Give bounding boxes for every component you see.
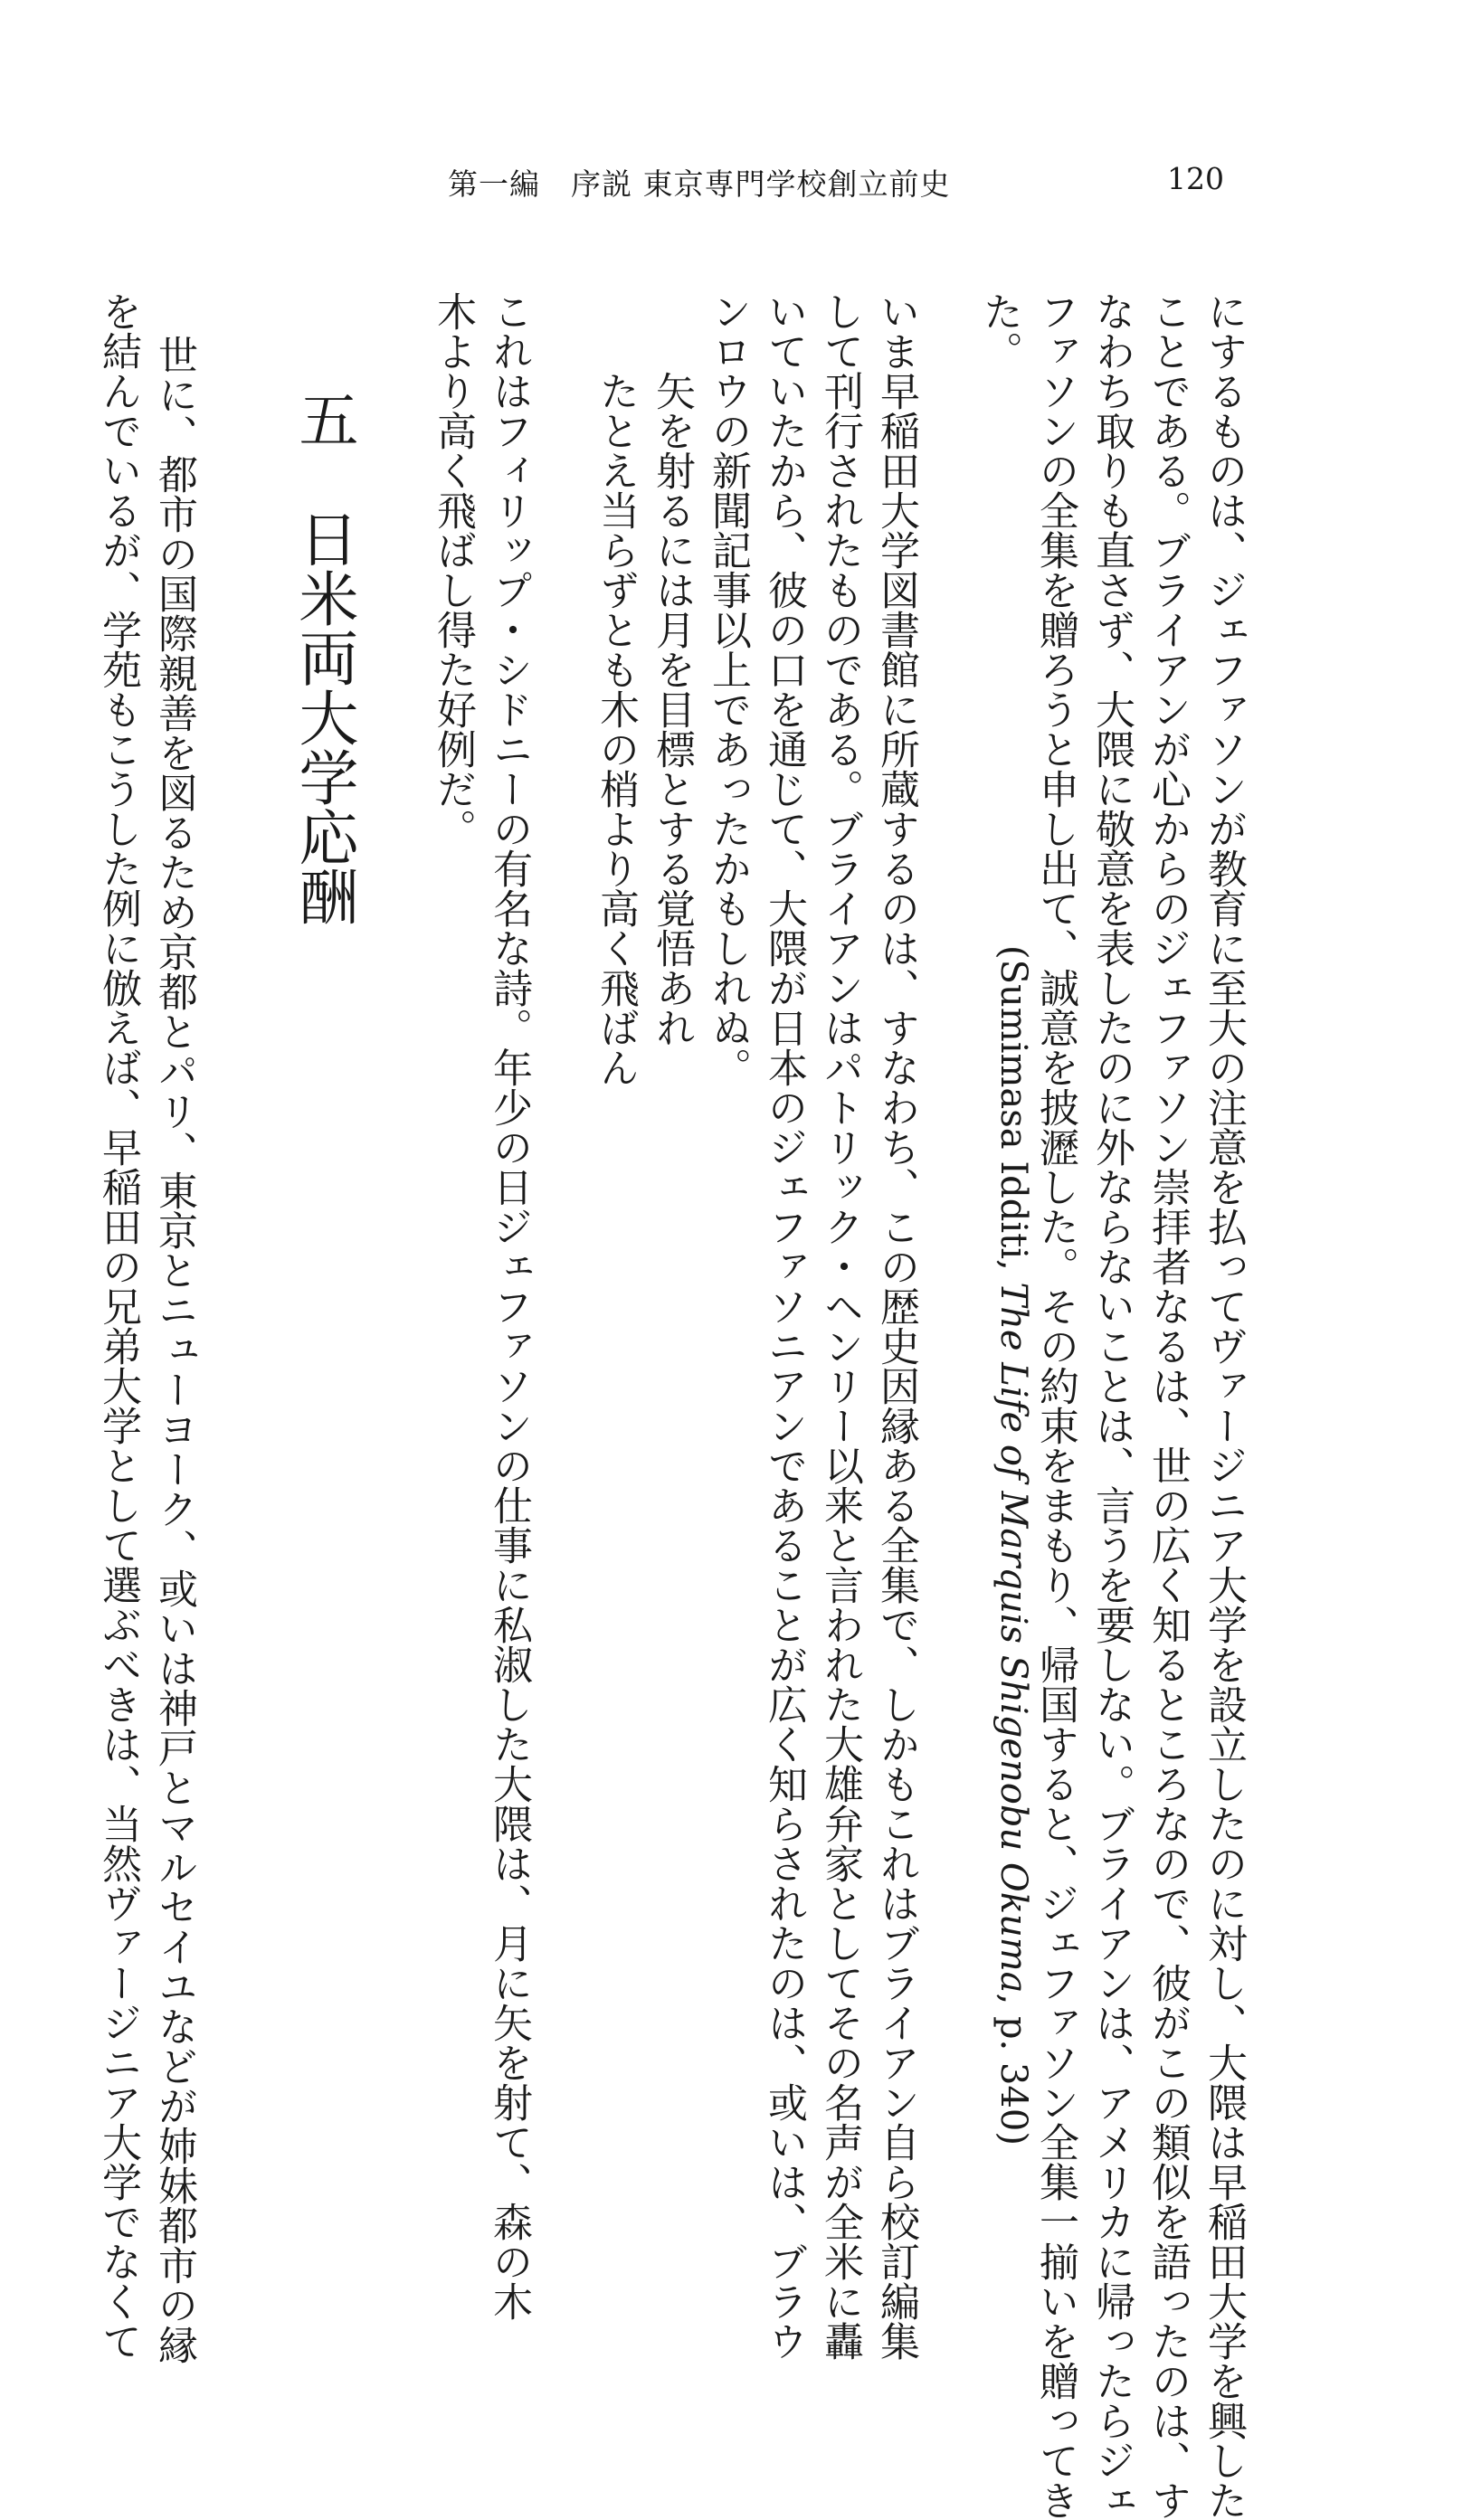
citation-close: , p. 340) <box>992 1993 1034 2146</box>
text-column: 木より高く飛ばし得た好例だ。 <box>430 291 476 848</box>
text-column: なわち取りも直さず、大隈に敬意を表したのに外ならないことは、言うを要しない。ブライアンは、アメリカに帰ったらジェ <box>1088 291 1135 2520</box>
text-column: ことである。ブライアンが心からのジェファソン崇拝者なるは、世の広く知るところなので、彼がこの類似を語ったのは、す <box>1144 291 1191 2520</box>
text-column: いていたから、彼の口を通じて、大隈が日本のジェファソニアンであることが広く知らされたのは、或いは、ブラウ <box>761 291 807 2361</box>
citation-title: The Life of Marquis Shigenobu Okuma <box>992 1282 1034 1994</box>
citation <box>992 945 1034 2146</box>
text-column: いま早稲田大学図書館に所蔵するのは、すなわち、この歴史因縁ある全集で、しかもこれはブライアン自ら校訂編集 <box>873 291 919 2361</box>
section-heading: 五 日米両大学応酬 <box>289 389 358 926</box>
poem-line: たとえ当らずとも木の梢より高く飛ばん <box>593 371 639 1087</box>
text-column: これはフィリップ・シドニーの有名な詩。年少の日ジェファソンの仕事に私淑した大隈は、月に矢を射て、森の木 <box>486 291 532 2321</box>
text-column: ファソンの全集を贈ろうと申し出て、誠意を披瀝した。その約束をまもり、帰国すると、ジェファソン全集一揃いを贈ってき <box>1032 291 1078 2520</box>
text-column: にするものは、ジェファソンが教育に至大の注意を払ってヴァージニア大学を設立したのに対し、大隈は早稲田大学を興した <box>1201 291 1247 2520</box>
text-column: して刊行されたものである。ブライアンはパトリック・ヘンリー以来と言われた大雄弁家としてその名声が全米に轟 <box>817 291 863 2361</box>
text-column: ンロウの新聞記事以上であったかもしれぬ。 <box>705 291 751 1087</box>
running-title: 第一編 序説 東京専門学校創立前史 <box>448 166 951 202</box>
text-column: た。 <box>976 291 1022 371</box>
poem-line: 矢を射るには月を目標とする覚悟あれ <box>649 371 695 1047</box>
text-column: 世に、都市の国際親善を図るため京都とパリ、東京とニューヨーク、或いは神戸とマルセイユなどが姉妹都市の縁 <box>151 335 197 2364</box>
text-column: を結んでいるが、学苑もこうした例に倣えば、早稲田の兄弟大学として選ぶべきは、当然ヴァージニア大学でなくて <box>95 291 141 2361</box>
page-number: 120 <box>1167 161 1224 196</box>
citation-open: (Sumimasa Idditi, <box>992 945 1034 1283</box>
